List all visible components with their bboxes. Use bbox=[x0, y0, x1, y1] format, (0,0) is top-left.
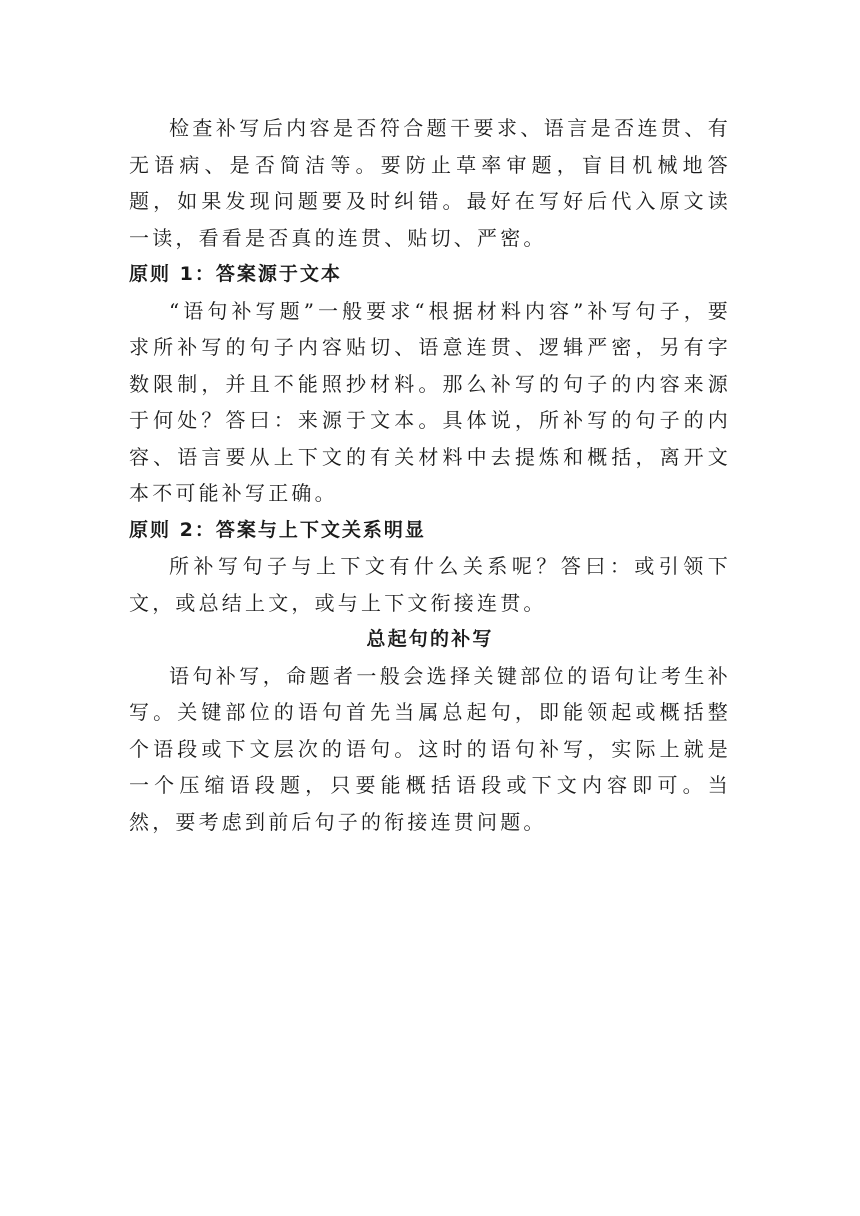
principle-1-paragraph: “语句补写题”一般要求“根据材料内容”补写句子，要求所补写的句子内容贴切、语意连贯、逻辑严密，另有字数限制，并且不能照抄材料。那么补写的句子的内容来源于何处？答曰：来源于文本。具体说，所补写的句子的内容、语言要从上下文的有关材料中去提炼和概括，离开文本不可能补写正确。 bbox=[129, 298, 731, 505]
document-page bbox=[129, 110, 731, 840]
section-paragraph: 语句补写，命题者一般会选择关键部位的语句让考生补写。关键部位的语句首先当属总起句，即能领起或概括整个语段或下文层次的语句。这时的语句补写，实际上就是一个压缩语段题，只要能概括语段或下文内容即可。当然，要考虑到前后句子的衔接连贯问题。 bbox=[129, 663, 731, 834]
principle-2-paragraph: 所补写句子与上下文有什么关系呢？答曰：或引领下文，或总结上文，或与上下文衔接连贯。 bbox=[129, 554, 731, 615]
intro-paragraph: 检查补写后内容是否符合题干要求、语言是否连贯、有无语病、是否简洁等。要防止草率审题，盲目机械地答题，如果发现问题要及时纠错。最好在写好后代入原文读一读，看看是否真的连贯、贴切、严密。 bbox=[129, 116, 731, 250]
section-title: 总起句的补写 bbox=[366, 628, 494, 650]
principle-2-heading: 原则 2：答案与上下文关系明显 bbox=[129, 518, 426, 541]
principle-1-heading: 原则 1：答案源于文本 bbox=[129, 263, 342, 285]
